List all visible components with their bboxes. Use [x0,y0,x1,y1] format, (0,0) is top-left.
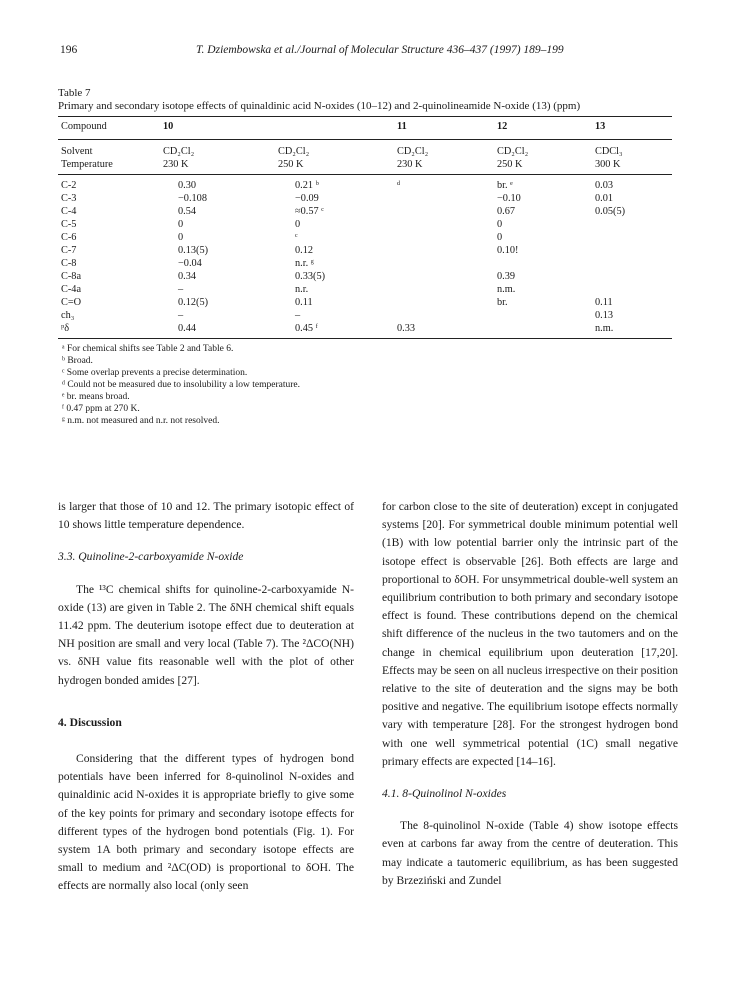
table-cell: ≈0.57 ᶜ [295,206,324,217]
journal-citation: T. Dziembowska et al./Journal of Molecular Structure 436–437 (1997) 189–199 [196,44,564,56]
table-cell: ᶜ [295,232,298,243]
table-cell: 0 [295,219,301,230]
header-cell: Solvent [61,146,93,157]
compound-row [58,117,672,140]
table-cell: 0.39 [497,271,516,282]
table-cell: 0.01 [595,193,614,204]
footnote: ᵈ Could not be measured due to insolubility a low temperature. [62,380,301,390]
table-row [58,270,672,283]
table-cell [397,270,497,283]
table-cell: n.m. [595,322,672,339]
header-cell [278,117,397,140]
table-row [58,205,672,218]
table-footnotes [58,343,672,427]
table-cell: 0.33(5) [295,271,326,282]
header-cell: 13 [595,117,672,140]
table-cell: 0.10! [497,245,519,256]
paragraph: The ¹³C chemical shifts for quinoline-2-carboxyamide N-oxide (13) are given in Table 2. The δNH chemical shift equals 11.42 ppm. The deuterium isotope effect due to deuteration at NH position are small and very local (Table 7). The ²ΔCO(NH) vs. δNH value fits reasonable well with the plot of other hydrogen bonded amides [27]. [58,582,354,687]
table-row [58,296,672,309]
left-column [58,498,354,896]
row-label-cell: C-8 [61,258,77,269]
table-cell: 0.12(5) [178,297,209,308]
row-label-cell: C-5 [61,219,77,230]
row-label-cell: C-4 [61,206,77,217]
table-cell [595,283,672,296]
footnote: ᵇ Broad. [62,356,93,366]
row-label-cell: C-3 [61,193,77,204]
table-cell [397,257,497,270]
header-cell: 230 K [163,158,278,175]
table-cell [397,205,497,218]
table-row [58,283,672,296]
header-cell: CD₂Cl₂ [397,146,429,157]
row-label-cell: C-7 [61,245,77,256]
table-cell: −0.10 [497,193,521,204]
table-cell: 0.67 [497,206,516,217]
table-cell: −0.09 [295,193,319,204]
table-row [58,309,672,322]
table-row [58,175,672,193]
table-cell: 0.03 [595,180,614,191]
table-cell: n.r. [295,284,309,295]
header-cell: 250 K [497,158,595,175]
table-cell [595,231,672,244]
table-cell: 0.11 [595,297,613,308]
table-row [58,257,672,270]
table-cell: 0 [178,232,184,243]
table-cell: 0.54 [178,206,197,217]
table-cell: ᵈ [397,180,401,191]
table-cell: 0.44 [163,322,278,339]
header-cell: 11 [397,117,497,140]
row-label-cell: C-4a [61,284,82,295]
table-row [58,322,672,339]
table-row [58,244,672,257]
right-column [382,498,678,890]
table-cell [595,218,672,231]
paragraph: for carbon close to the site of deuteration) except in conjugated systems [20]. For symmetrical double minimum potential well (1B) with low potential barrier only the intrinsic part of the isotope effect is observable [26]. Both effects are large and proportional to δOH. For unsymmetrical double-well system an equilibrium contribution to both primary and secondary isotope effect is found. These contributions depend on the chemical shift difference of the nucleus in the two tautomers and on the change in chemical equilibrium upon deuteration [17,20]. Effects may be seen on all nucleus irrespective on their position relative to the site of deuteration and the signs may be both positive and negative. The equilibrium isotope effects normally vary with temperature [28]. For the strongest hydrogen bond with one well symmetrical potential (1C) small negative primary effects are expected [14–16]. [382,500,678,768]
table-cell: n.r. ᵍ [295,258,314,269]
header-cell: Temperature [58,158,163,175]
section-heading: 4. Discussion [58,715,122,729]
row-label-cell: C-6 [61,232,77,243]
paragraph: The 8-quinolinol N-oxide (Table 4) show isotope effects even at carbons far away from the centre of deuteration. This may indicate a tautomeric equilibrium, as has been suggested by Brzeziński and Zundel [382,819,678,887]
header-cell: CD₂Cl₂ [497,146,529,157]
table-row [58,192,672,205]
header-cell: 12 [497,117,595,140]
row-label-cell: C-2 [61,180,77,191]
table-row [58,218,672,231]
table-row [58,231,672,244]
table-cell: br. [497,297,508,308]
table-cell: n.m. [497,284,516,295]
page-number: 196 [60,44,78,56]
table-cell [397,244,497,257]
footnote: ᵃ For chemical shifts see Table 2 and Table 6. [62,344,234,354]
section-heading: 4.1. 8-Quinolinol N-oxides [382,787,507,801]
table-cell: 0.13(5) [178,245,209,256]
table-cell [497,257,595,270]
table-cell [397,218,497,231]
table-cell: 0.13 [595,310,614,321]
footnote: ᵍ n.m. not measured and n.r. not resolved. [62,416,220,426]
header-cell: Compound [58,117,163,140]
table-cell: 0.11 [295,297,313,308]
table-cell: 0.33 [397,322,497,339]
footnote: ᶠ 0.47 ppm at 270 K. [62,404,140,414]
table-cell: – [178,284,184,295]
table-cell: br. ᵉ [497,180,513,191]
temperature-row [58,158,672,175]
table-cell [397,231,497,244]
table-title: Primary and secondary isotope effects of quinaldinic acid N-oxides (10–12) and 2-quinolineamide N-oxide (13) (ppm) [58,100,581,112]
table-cell [397,283,497,296]
table-cell [397,309,497,322]
footnote: ᶜ Some overlap prevents a precise determination. [62,368,248,378]
solvent-row [58,140,672,159]
table-label: Table 7 [58,87,91,99]
header-cell: 230 K [397,158,497,175]
table-cell: −0.04 [178,258,202,269]
table-cell: −0.108 [178,193,207,204]
footnote: ᵉ br. means broad. [62,392,130,402]
table-cell [497,322,595,339]
table-cell: 0.05(5) [595,206,626,217]
table-cell [595,257,672,270]
table-caption [58,87,672,113]
table-cell [497,309,595,322]
journal-page [58,44,678,893]
table-cell: – [178,310,184,321]
table-cell: 0.30 [178,180,197,191]
section-heading: 3.3. Quinoline-2-carboxyamide N-oxide [58,550,244,564]
row-label-cell: ᵖδ [58,322,163,339]
header-cell: CDCl₃ [595,146,623,157]
row-label-cell: ch₃ [61,310,75,321]
table-cell: 0.12 [295,245,314,256]
running-header [58,44,672,62]
table-cell: 0 [178,219,184,230]
table-cell: 0.34 [178,271,197,282]
isotope-effects-table [58,116,672,339]
table-cell: 0 [497,219,503,230]
table-cell: 0.45 ᶠ [278,322,397,339]
table-cell: 0.21 ᵇ [295,180,319,191]
row-label-cell: C-8a [61,271,82,282]
header-cell: CD₂Cl₂ [278,146,310,157]
header-cell: 250 K [278,158,397,175]
paragraph: is larger that those of 10 and 12. The primary isotopic effect of 10 shows little temperature dependence. [58,500,354,532]
table-cell: 0 [497,232,503,243]
table-cell [397,192,497,205]
table-cell [397,296,497,309]
header-cell: CD₂Cl₂ [163,146,195,157]
row-label-cell: C=O [61,297,82,308]
table-cell [595,270,672,283]
header-cell: 10 [163,117,278,140]
table-cell [595,244,672,257]
table-cell: – [295,310,301,321]
paragraph: Considering that the different types of hydrogen bond potentials have been inferred for 8-quinolinol N-oxides and quinaldinic acid N-oxides it is appropriate briefly to give some of the key points for primary and secondary isotope effects for different types of the hydrogen bond potentials (Fig. 1). For system 1A both primary and secondary isotope effects are small to medium and ²ΔC(OD) is proportional to δOH. The effects are normally also local (only seen [58,752,354,893]
header-cell: 300 K [595,158,672,175]
